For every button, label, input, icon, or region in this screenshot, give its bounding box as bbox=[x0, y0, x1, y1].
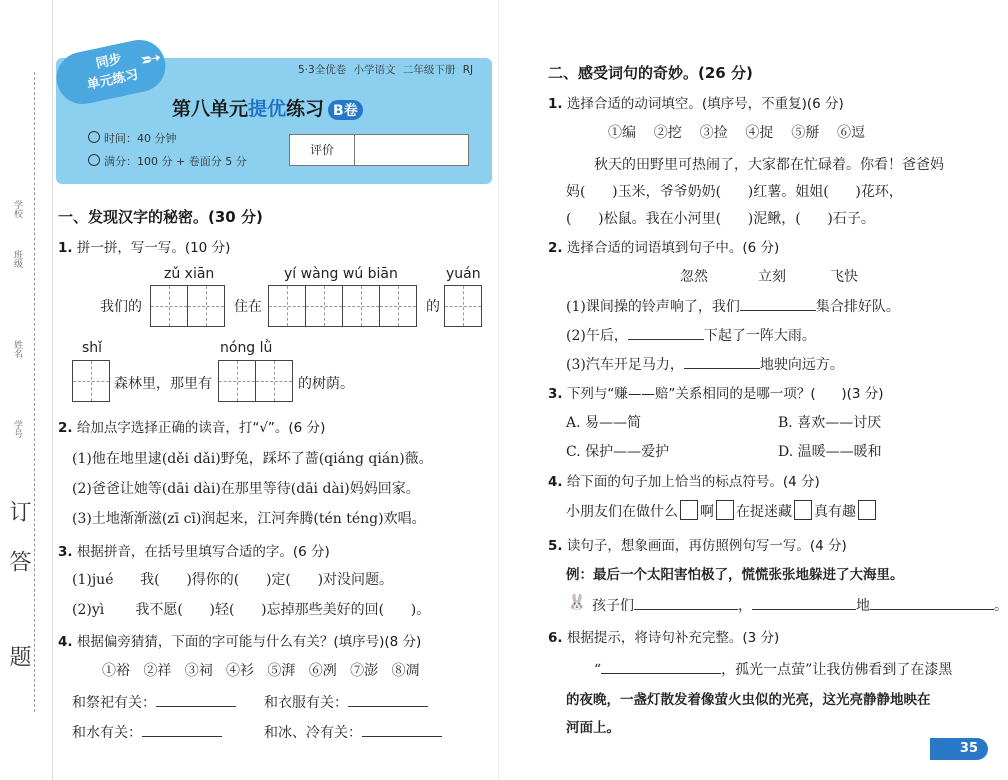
q4-fill-3-blank[interactable] bbox=[142, 736, 222, 737]
check-circle-icon bbox=[88, 154, 100, 166]
writing-grid-yiwangwubian[interactable] bbox=[268, 285, 417, 327]
pinyin-yiwangwubian: yí wàng wú biān bbox=[284, 266, 398, 282]
s2-q2-s1-blank[interactable] bbox=[740, 310, 816, 311]
s1-q3-prompt bbox=[58, 540, 330, 560]
s1-q4-text: 根据偏旁猜猜，下面的字可能与什么有关？(填序号)(8 分) bbox=[76, 634, 422, 650]
punct-part-3: 在捉迷藏 bbox=[736, 504, 792, 520]
pinyin-nonglv: nóng lǜ bbox=[220, 340, 273, 356]
stamp-line2: 单元练习 bbox=[85, 67, 140, 94]
punct-box-2[interactable] bbox=[716, 500, 734, 520]
word-option-1: 忽然 bbox=[680, 269, 708, 285]
poem-line-2: 的夜晚，一盏灯散发着像萤火虫似的光亮，这光亮静静地映在 bbox=[566, 692, 931, 708]
imitation-blank-2[interactable] bbox=[752, 609, 856, 610]
score-text: 满分：100 分 + 卷面分 5 分 bbox=[104, 155, 247, 168]
s2-q1-number: 1. bbox=[548, 96, 563, 112]
imitation-period: 。 bbox=[994, 598, 1008, 614]
q1-text-d: 森林里，那里有 bbox=[114, 376, 212, 392]
q4-fill-3 bbox=[72, 722, 222, 742]
imitation-line bbox=[592, 595, 1008, 615]
writing-grid-yuan[interactable] bbox=[444, 285, 482, 327]
s1-q1-text: 拼一拼，写一写。(10 分) bbox=[76, 240, 231, 256]
binding-school-label: 学校 bbox=[12, 200, 22, 218]
q2-item-3[interactable]: (3)土地渐渐滋(zī cī)润起来，江河奔腾(tén téng)欢唱。 bbox=[72, 511, 426, 527]
poem-line-3: 河面上。 bbox=[566, 720, 620, 736]
s2-q1-para-2[interactable]: 妈( )玉米，爷爷奶奶( )红薯。姐姐( )花环， bbox=[566, 184, 903, 200]
clock-icon bbox=[88, 131, 100, 143]
s2-q6-prompt bbox=[548, 626, 779, 646]
s1-q2-number: 2. bbox=[58, 420, 73, 436]
binding-dashed-line bbox=[34, 72, 35, 712]
punct-box-3[interactable] bbox=[794, 500, 812, 520]
pinyin-yuan: yuán bbox=[446, 266, 481, 282]
q4-fill-1-blank[interactable] bbox=[156, 706, 236, 707]
writing-grid-shi[interactable] bbox=[72, 360, 110, 402]
s2-q3-text[interactable]: 下列与“赚——赔”关系相同的是哪一项？( )(3 分) bbox=[566, 386, 884, 402]
s1-q2-prompt bbox=[58, 416, 325, 436]
poem-blank[interactable] bbox=[601, 673, 721, 674]
s2-q6-text: 根据提示，将诗句补充完整。(3 分) bbox=[566, 630, 780, 646]
poem-line-1 bbox=[594, 659, 952, 679]
word-option-3: 飞快 bbox=[830, 269, 858, 285]
writing-grid-nonglv[interactable] bbox=[218, 360, 293, 402]
s2-q2-s1-after: 集合排好队。 bbox=[815, 299, 900, 315]
s2-q3-number: 3. bbox=[548, 386, 563, 402]
title-highlight: 提优 bbox=[248, 98, 287, 120]
q4-fill-2 bbox=[264, 692, 428, 712]
pinyin-zuxian: zǔ xiān bbox=[164, 266, 215, 282]
q4-fill-2-blank[interactable] bbox=[348, 706, 428, 707]
q1-text-c: 的 bbox=[426, 299, 440, 315]
s2-q1-options: ①编 ②挖 ③捡 ④捉 ⑤掰 ⑥逗 bbox=[608, 125, 866, 141]
s1-q1-prompt bbox=[58, 236, 230, 256]
punct-box-4[interactable] bbox=[858, 500, 876, 520]
paper-badge: B卷 bbox=[328, 100, 363, 120]
word-option-2: 立刻 bbox=[758, 269, 786, 285]
s2-q1-para-3[interactable]: ( )松鼠。我在小河里( )泥鳅，( )石子。 bbox=[566, 211, 875, 227]
option-b[interactable]: B. 喜欢——讨厌 bbox=[778, 415, 882, 431]
rabbit-icon: 🐰 bbox=[567, 593, 587, 611]
pinyin-shi: shǐ bbox=[82, 340, 103, 356]
section2-title: 二、感受词句的奇妙。(26 分) bbox=[548, 64, 753, 82]
s1-q1-number: 1. bbox=[58, 240, 73, 256]
poem-line-1-text: ，孤光一点萤”让我仿佛看到了在漆黑 bbox=[721, 662, 953, 678]
binding-name-label: 姓名 bbox=[12, 340, 22, 358]
q4-fill-1 bbox=[72, 692, 236, 712]
s2-q2-s2-blank[interactable] bbox=[628, 339, 704, 340]
imitation-subject: 孩子们 bbox=[592, 598, 634, 614]
s2-q2-prompt bbox=[548, 236, 779, 256]
imitation-comma: ， bbox=[738, 598, 752, 614]
q2-item-2[interactable]: (2)爸爸让她等(dāi dài)在那里等待(dāi dài)妈妈回家。 bbox=[72, 481, 420, 497]
s2-q2-number: 2. bbox=[548, 240, 563, 256]
evaluation-field[interactable] bbox=[355, 135, 468, 165]
q4-options: ①裕 ②祥 ③祠 ④衫 ⑤湃 ⑥冽 ⑦澎 ⑧凋 bbox=[102, 663, 420, 679]
s1-q3-number: 3. bbox=[58, 544, 73, 560]
time-info bbox=[88, 130, 177, 146]
q1-text-a: 我们的 bbox=[100, 299, 142, 315]
s2-q2-text: 选择合适的词语填到句子中。(6 分) bbox=[566, 240, 780, 256]
q3-item-1[interactable]: (1)jué 我( )得你的( )定( )对没问题。 bbox=[72, 572, 394, 588]
q4-fill-2-label: 和衣服有关： bbox=[264, 695, 348, 711]
q1-text-b: 住在 bbox=[234, 299, 262, 315]
page-gutter bbox=[498, 0, 499, 780]
s2-q2-sentence-3 bbox=[566, 354, 844, 374]
s1-q4-number: 4. bbox=[58, 634, 73, 650]
q4-fill-4-blank[interactable] bbox=[362, 736, 442, 737]
time-text: 时间：40 分钟 bbox=[104, 132, 177, 145]
option-a[interactable]: A. 易——简 bbox=[566, 415, 642, 431]
s1-q4-prompt bbox=[58, 630, 421, 650]
q4-fill-4-label: 和冰、冷有关： bbox=[264, 725, 362, 741]
option-c[interactable]: C. 保护——爱护 bbox=[566, 444, 670, 460]
score-info bbox=[88, 153, 247, 169]
s2-q6-number: 6. bbox=[548, 630, 563, 646]
binding-number-label: 学号 bbox=[12, 420, 22, 438]
punct-box-1[interactable] bbox=[680, 500, 698, 520]
publisher-line: 5·3全优卷 小学语文 二年级下册 RJ bbox=[298, 64, 474, 76]
s2-q5-text: 读句子，想象画面，再仿照例句写一写。(4 分) bbox=[566, 538, 847, 554]
q3-item-2[interactable]: (2)yì 我不愿( )轻( )忘掉那些美好的回( )。 bbox=[72, 602, 431, 618]
imitation-blank-1[interactable] bbox=[634, 609, 738, 610]
rocket-icon: ➶ bbox=[133, 40, 169, 78]
imitation-de: 地 bbox=[856, 598, 870, 614]
s2-q2-s3-before: (3)汽车开足马力， bbox=[566, 357, 684, 373]
s2-q1-prompt bbox=[548, 92, 844, 112]
option-d[interactable]: D. 温暖——暖和 bbox=[778, 444, 882, 460]
s2-q5-number: 5. bbox=[548, 538, 563, 554]
title-suffix: 练习 bbox=[286, 98, 325, 120]
punct-part-2: 啊 bbox=[700, 504, 714, 520]
section1-title: 一、发现汉字的秘密。(30 分) bbox=[58, 208, 263, 226]
s2-q4-prompt bbox=[548, 470, 820, 490]
s2-q2-s3-blank[interactable] bbox=[684, 368, 760, 369]
page-number: 35 bbox=[930, 738, 988, 760]
s2-q2-s2-after: 下起了一阵大雨。 bbox=[703, 328, 816, 344]
binding-class-label: 班级 bbox=[12, 250, 22, 268]
binding-char-ding: 订 bbox=[6, 500, 31, 522]
q4-fill-3-label: 和水有关： bbox=[72, 725, 142, 741]
poem-quote: “ bbox=[594, 662, 602, 678]
title-prefix: 第八单元 bbox=[172, 98, 249, 120]
s2-q2-sentence-2 bbox=[566, 325, 816, 345]
imitation-blank-3[interactable] bbox=[870, 609, 994, 610]
punct-part-4: 真有趣 bbox=[814, 504, 856, 520]
punct-part-1: 小朋友们在做什么 bbox=[566, 504, 678, 520]
evaluation-box bbox=[289, 134, 469, 166]
binding-char-da: 答 bbox=[6, 550, 31, 572]
s2-q1-text: 选择合适的动词填空。(填序号，不重复)(6 分) bbox=[566, 96, 844, 112]
binding-char-ti: 题 bbox=[6, 645, 31, 667]
s2-q4-number: 4. bbox=[548, 474, 563, 490]
evaluation-label: 评价 bbox=[290, 135, 355, 165]
q4-fill-4 bbox=[264, 722, 442, 742]
q2-item-1[interactable]: (1)他在地里逮(děi dǎi)野兔，踩坏了蔷(qiáng qián)薇。 bbox=[72, 451, 433, 467]
s2-q5-prompt bbox=[548, 534, 847, 554]
s2-q2-s2-before: (2)午后， bbox=[566, 328, 628, 344]
punctuation-sentence bbox=[566, 500, 878, 521]
s2-q3-prompt bbox=[548, 382, 884, 402]
unit-title bbox=[172, 94, 363, 121]
s2-q1-para-1: 秋天的田野里可热闹了，大家都在忙碌着。你看！爸爸妈 bbox=[594, 157, 944, 173]
q1-text-e: 的树荫。 bbox=[298, 376, 354, 392]
s1-q2-text: 给加点字选择正确的读音，打“√”。(6 分) bbox=[76, 420, 326, 436]
s2-q4-text: 给下面的句子加上恰当的标点符号。(4 分) bbox=[566, 474, 820, 490]
q4-fill-1-label: 和祭祀有关： bbox=[72, 695, 156, 711]
writing-grid-zuxian[interactable] bbox=[150, 285, 225, 327]
stamp-line1: 同步 bbox=[94, 51, 124, 72]
s1-q3-text: 根据拼音，在括号里填写合适的字。(6 分) bbox=[76, 544, 330, 560]
s2-q2-sentence-1 bbox=[566, 296, 900, 316]
example-sentence: 例：最后一个太阳害怕极了，慌慌张张地躲进了大海里。 bbox=[566, 567, 904, 583]
s2-q2-s1-before: (1)课间操的铃声响了，我们 bbox=[566, 299, 740, 315]
s2-q2-s3-after: 地驶向远方。 bbox=[759, 357, 844, 373]
